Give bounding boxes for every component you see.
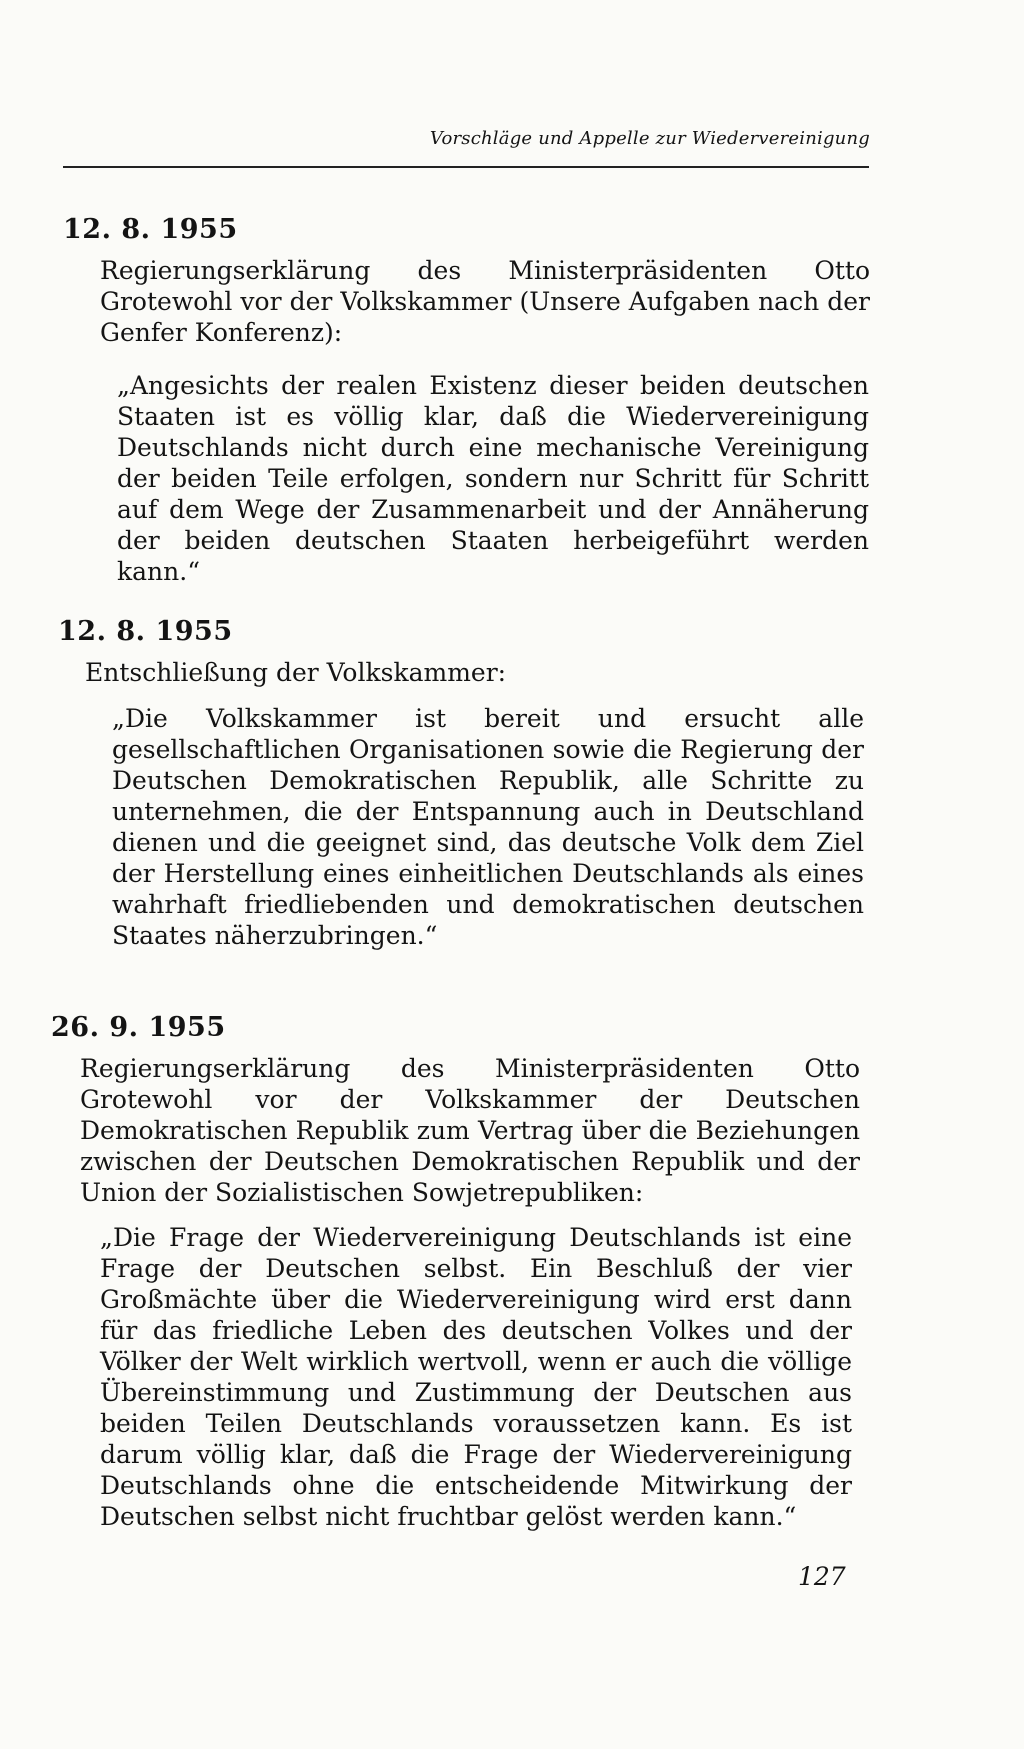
header-rule [63,166,869,168]
page-number: 127 [798,1562,846,1591]
entry-quote: „Die Volkskammer ist bereit und ersucht alle gesellschaftlichen Organisationen sowie die Regierung der Deutschen Demokratischen Republik, alle Schritte zu unternehmen, die der Entspannung auch in Deutschland dienen und die geeignet sind, das deutsche Volk dem Ziel der Herstellung eines einheitlichen Deutschlands als eines wahrhaft friedliebenden und demokratischen deutschen Staates näherzubringen.“ [112,704,864,950]
entry-quote: „Angesichts der realen Existenz dieser beiden deutschen Staaten ist es völlig klar, daß die Wiedervereinigung Deutschlands nicht durch eine mechanische Vereinigung der beiden Teile erfolgen, sondern nur Schritt für Schritt auf dem Wege der Zusammenarbeit und der Annäherung der beiden deutschen Staaten herbeigeführt werden kann.“ [117,371,869,586]
entry-date: 12. 8. 1955 [63,214,238,245]
entry-date: 26. 9. 1955 [51,1012,226,1043]
entry-intro: Regierungserklärung des Ministerpräsidenten Otto Grotewohl vor der Volkskammer der Deutschen Demokratischen Republik zum Vertrag über die Beziehungen zwischen der Deutschen Demokratischen Republik und der Union der Sozialistischen Sowjetrepubliken: [80,1054,860,1207]
entry-intro: Entschließung der Volkskammer: [85,658,507,687]
running-header: Vorschläge und Appelle zur Wiedervereinigung [429,128,870,149]
entry-date: 12. 8. 1955 [58,616,233,647]
entry-quote: „Die Frage der Wiedervereinigung Deutschlands ist eine Frage der Deutschen selbst. Ein Beschluß der vier Großmächte über die Wiedervereinigung wird erst dann für das friedliche Leben des deutschen Volkes und der Völker der Welt wirklich wertvoll, wenn er auch die völlige Übereinstimmung und Zustimmung der Deutschen aus beiden Teilen Deutschlands voraussetzen kann. Es ist darum völlig klar, daß die Frage der Wiedervereinigung Deutschlands ohne die entscheidende Mitwirkung der Deutschen selbst nicht fruchtbar gelöst werden kann.“ [100,1223,852,1531]
entry-intro: Regierungserklärung des Ministerpräsidenten Otto Grotewohl vor der Volkskammer (Unsere Aufgaben nach der Genfer Konferenz): [100,256,870,347]
